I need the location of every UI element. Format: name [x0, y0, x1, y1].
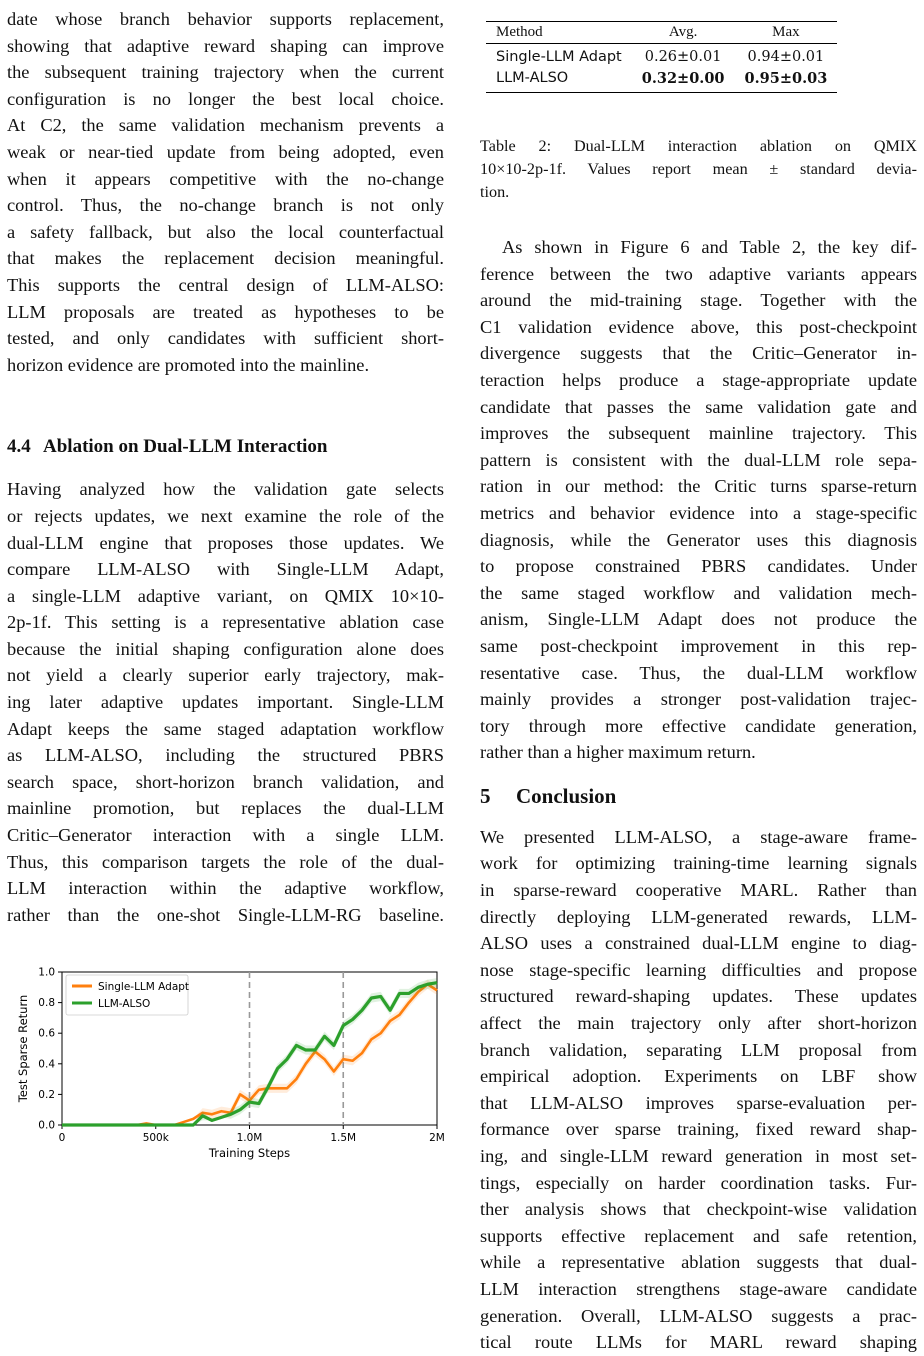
- text-line: candidate that passes the same validation gate and: [480, 396, 917, 417]
- text-line: mainline promotion, but replaces the dual-LLM: [7, 798, 444, 819]
- text-line: anism, Single-LLM Adapt does not produce the: [480, 609, 917, 630]
- y-tick-label: 0.6: [38, 1028, 55, 1041]
- text-line: resentative case. Thus, the dual-LLM workflow: [480, 662, 917, 683]
- text-line: because the initial shaping configuration alone does: [7, 638, 444, 659]
- text-line: rather than the one-shot Single-LLM-RG baseline.: [7, 904, 444, 925]
- text-line: ing later adaptive updates important. Single-LLM: [7, 692, 444, 713]
- text-line: supports effective replacement and safe retention,: [480, 1225, 917, 1246]
- line-chart: [7, 962, 444, 1162]
- text-line: Adapt keeps the same staged adaptation workflow: [7, 718, 444, 739]
- section-title: Conclusion: [516, 783, 617, 808]
- paragraph-discussion: [480, 234, 917, 766]
- cell-avg: 0.26±0.01: [644, 49, 722, 65]
- x-axis-label: Training Steps: [208, 1146, 291, 1161]
- text-line: nose stage-specific learning difficulties and propose: [480, 959, 917, 980]
- text-line: C1 validation evidence above, this post-checkpoint: [480, 316, 917, 337]
- text-line: affect the main trajectory only after short-horizon: [480, 1013, 917, 1034]
- text-line: 2p-1f. This setting is a representative ablation case: [7, 612, 444, 633]
- text-line: As shown in Figure 6 and Table 2, the key dif-: [502, 237, 917, 257]
- section-heading-4-4: [7, 434, 444, 460]
- x-tick-label: 1.0M: [236, 1132, 263, 1145]
- text-line: This supports the central design of LLM-ALSO:: [7, 274, 444, 295]
- text-line: to propose constrained PBRS candidates. Under: [480, 556, 917, 577]
- table-2: [480, 21, 917, 204]
- section-number: 5: [480, 783, 491, 808]
- table-row: [486, 68, 837, 93]
- text-line: horizon evidence are promoted into the mainline.: [7, 354, 370, 375]
- text-line: compare LLM-ALSO with Single-LLM Adapt,: [7, 559, 444, 580]
- cell-avg: 0.32±0.00: [641, 70, 725, 87]
- text-line: mainly provides a stronger post-validation trajec-: [480, 689, 917, 710]
- text-line: not yield a clearly superior early trajectory, mak-: [7, 665, 444, 686]
- col-header-avg: Avg.: [668, 24, 698, 40]
- text-line: branch validation, separating LLM proposal from: [480, 1039, 917, 1060]
- text-line: tings, especially on harder coordination tasks. Fur-: [480, 1172, 917, 1193]
- y-axis-label: Test Sparse Return: [16, 995, 30, 1103]
- paragraph-continued: [7, 6, 444, 378]
- cell-max: 0.95±0.03: [744, 70, 828, 87]
- text-line: around the mid-training stage. Together with the: [480, 290, 917, 311]
- text-line: showing that adaptive reward shaping can improve: [7, 35, 444, 56]
- text-line: metrics and behavior evidence into a stage-specific: [480, 502, 917, 523]
- x-tick-label: 0: [58, 1132, 66, 1145]
- section-title: Ablation on Dual-LLM Interaction: [43, 436, 328, 458]
- cell-max: 0.94±0.01: [747, 49, 825, 65]
- text-line: Table 2: Dual-LLM interaction ablation on QMIX: [480, 137, 917, 155]
- cell-method: LLM-ALSO: [496, 70, 569, 86]
- y-tick-label: 0.0: [38, 1119, 55, 1132]
- text-line: rather than a higher maximum return.: [480, 742, 756, 763]
- text-line: as LLM-ALSO, including the structured PBRS: [7, 745, 444, 766]
- table-row: [486, 44, 837, 69]
- text-line: LLM interaction within the adaptive workflow,: [7, 878, 444, 899]
- text-line: tion.: [480, 183, 510, 201]
- text-line: search space, short-horizon branch validation, and: [7, 771, 444, 792]
- text-line: ALSO uses a constrained dual-LLM engine to diag-: [480, 933, 917, 954]
- text-line: teraction helps produce a stage-appropriate update: [480, 369, 917, 390]
- text-line: the same staged workflow and validation mech-: [480, 582, 917, 603]
- text-line: directly deploying LLM-generated rewards, LLM-: [480, 906, 917, 927]
- text-line: Critic–Generator interaction with a single LLM.: [7, 825, 444, 846]
- text-line: Having analyzed how the validation gate selects: [7, 479, 444, 500]
- y-tick-label: 0.2: [38, 1089, 55, 1102]
- paragraph-conclusion: [480, 824, 917, 1356]
- text-line: dual-LLM engine that proposes those updates. We: [7, 532, 444, 553]
- text-line: 10×10-2p-1f. Values report mean ± standard devia-: [480, 160, 917, 178]
- text-line: diagnosis, while the Generator uses this diagnosis: [480, 529, 917, 550]
- text-line: date whose branch behavior supports replacement,: [7, 9, 444, 29]
- text-line: the subsequent training trajectory when the current: [7, 62, 444, 83]
- text-line: At C2, the same validation mechanism prevents a: [7, 115, 444, 136]
- text-line: tested, and only candidates with sufficient short-: [7, 328, 444, 349]
- section-number: 4.4: [7, 436, 31, 458]
- paragraph-ablation: [7, 476, 444, 928]
- text-line: that LLM-ALSO improves sparse-evaluation per-: [480, 1092, 917, 1113]
- text-line: weak or near-tied update from being adopted, even: [7, 141, 444, 162]
- text-line: formance over sparse training, fixed reward shap-: [480, 1119, 917, 1140]
- left-column: [7, 0, 444, 1162]
- text-line: divergence suggests that the Critic–Generator in-: [480, 343, 917, 364]
- y-tick-label: 0.8: [38, 997, 55, 1010]
- text-line: tical route LLMs for MARL reward shaping: [480, 1332, 917, 1353]
- y-tick-label: 1.0: [38, 966, 55, 979]
- section-heading-5: [480, 782, 917, 810]
- text-line: configuration is no longer the best local choice.: [7, 88, 444, 109]
- x-tick-label: 2M: [429, 1132, 444, 1145]
- text-line: a safety fallback, but also the local counterfactual: [7, 221, 444, 242]
- text-line: LLM interaction strengthens stage-aware candidate: [480, 1278, 917, 1299]
- x-tick-label: 1.5M: [330, 1132, 357, 1145]
- legend-label: LLM-ALSO: [98, 998, 151, 1011]
- text-line: that makes the replacement decision meaningful.: [7, 248, 444, 269]
- col-header-max: Max: [772, 24, 800, 40]
- text-line: while a representative ablation suggests that dual-: [480, 1252, 917, 1273]
- legend-label: Single-LLM Adapt: [98, 981, 190, 994]
- text-line: generation. Overall, LLM-ALSO suggests a prac-: [480, 1305, 917, 1326]
- text-line: improves the subsequent mainline trajectory. This: [480, 423, 917, 444]
- text-line: Thus, this comparison targets the role of the dual-: [7, 851, 444, 872]
- x-tick-label: 500k: [142, 1132, 169, 1145]
- results-table: [486, 21, 837, 93]
- text-line: or rejects updates, we next examine the role of the: [7, 505, 444, 526]
- text-line: ration in our method: the Critic turns sparse-return: [480, 476, 917, 497]
- text-line: structured reward-shaping updates. These updates: [480, 986, 917, 1007]
- text-line: work for optimizing training-time learning signals: [480, 853, 917, 874]
- y-tick-label: 0.4: [38, 1058, 55, 1071]
- text-line: in sparse-reward cooperative MARL. Rather than: [480, 880, 917, 901]
- text-line: pattern is consistent with the dual-LLM role sepa-: [480, 449, 917, 470]
- figure-6: [7, 962, 444, 1162]
- text-line: control. Thus, the no-change branch is not only: [7, 195, 444, 216]
- text-line: ference between the two adaptive variants appears: [480, 263, 917, 284]
- text-line: same post-checkpoint improvement in this rep-: [480, 635, 917, 656]
- table-caption: [480, 135, 917, 204]
- text-line: We presented LLM-ALSO, a stage-aware frame-: [480, 826, 917, 847]
- col-header-method: Method: [496, 24, 543, 40]
- text-line: ing, and single-LLM reward generation in most set-: [480, 1146, 917, 1166]
- text-line: when it appears competitive with the no-change: [7, 168, 444, 189]
- text-line: ther analysis shows that checkpoint-wise validation: [480, 1199, 917, 1220]
- right-column: [480, 0, 917, 1356]
- text-line: empirical adoption. Experiments on LBF show: [480, 1066, 917, 1087]
- text-line: tory through more effective candidate generation,: [480, 715, 917, 736]
- cell-method: Single-LLM Adapt: [496, 49, 622, 65]
- text-line: a single-LLM adaptive variant, on QMIX 10×10-: [7, 585, 444, 606]
- text-line: LLM proposals are treated as hypotheses to be: [7, 301, 444, 322]
